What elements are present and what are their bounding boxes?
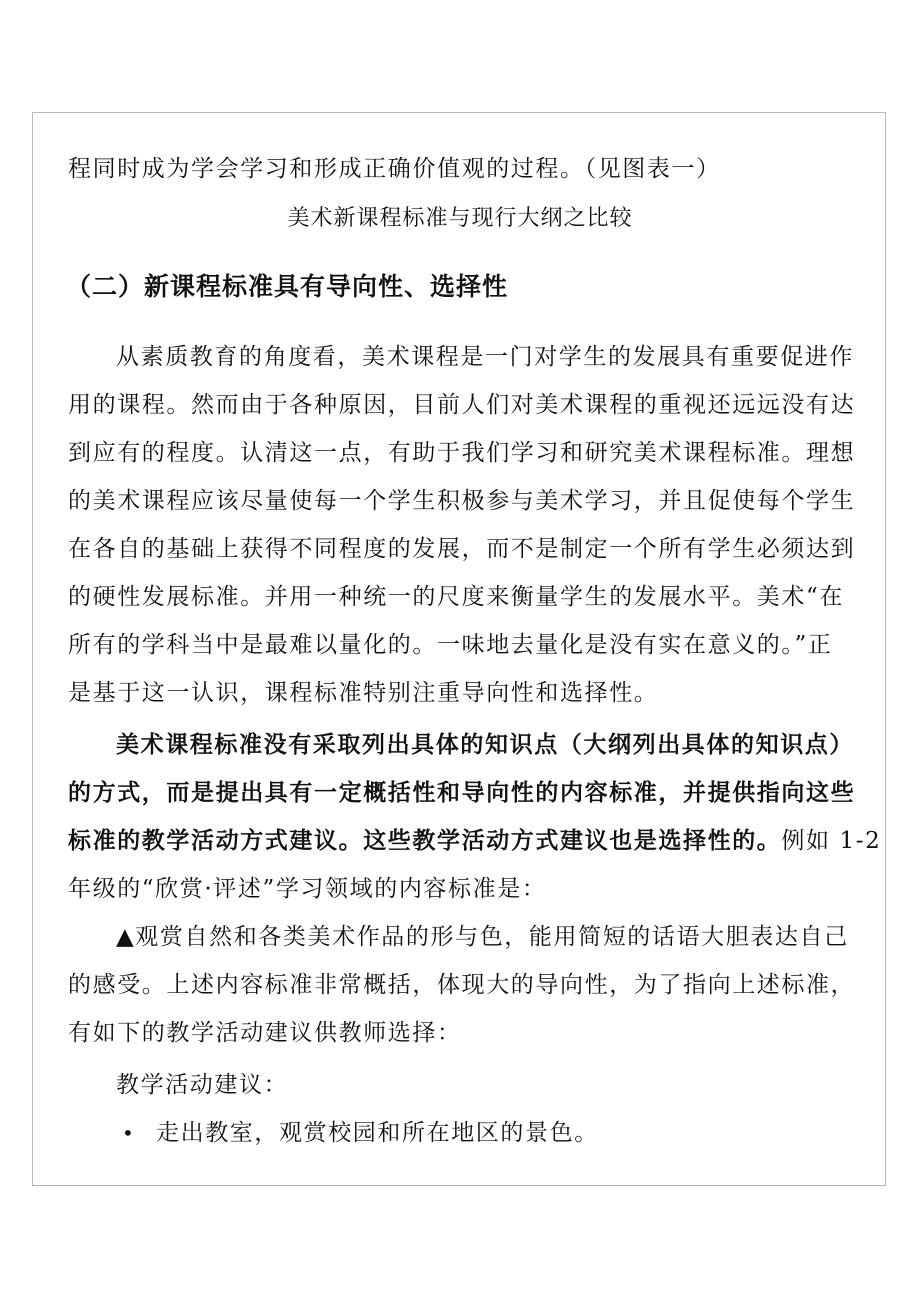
emphasis-line: 美术课程标准没有采取列出具体的知识点（大纲列出具体的知识点） bbox=[116, 731, 854, 758]
mixed-line bbox=[68, 825, 882, 857]
paragraph-line: 从素质教育的角度看，美术课程是一门对学生的发展具有重要促进作 bbox=[116, 344, 854, 370]
paragraph-line: 到应有的程度。认清这一点，有助于我们学习和研究美术课程标准。理想 bbox=[68, 440, 856, 466]
bullet-dot-icon: • bbox=[122, 1121, 134, 1145]
example-text: 例如 1-2 bbox=[781, 828, 882, 854]
list-item: 走出教室，观赏校园和所在地区的景色。 bbox=[156, 1120, 599, 1146]
paragraph-line: 的美术课程应该尽量使每一个学生积极参与美术学习，并且促使每个学生 bbox=[68, 488, 856, 514]
paragraph-line: 年级的“欣赏·评述”学习领域的内容标准是： bbox=[68, 876, 547, 902]
section-heading: （二）新课程标准具有导向性、选择性 bbox=[66, 272, 509, 301]
emphasis-line: 的方式，而是提出具有一定概括性和导向性的内容标准，并提供指向这些 bbox=[68, 779, 856, 806]
intro-line: 程同时成为学会学习和形成正确价值观的过程。（见图表一） bbox=[68, 156, 721, 182]
activities-label: 教学活动建议： bbox=[116, 1072, 289, 1098]
emphasis-text: 标准的教学活动方式建议。这些教学活动方式建议也是选择性的。 bbox=[68, 827, 782, 854]
triangle-marker-icon: ▲ bbox=[116, 924, 136, 950]
table-caption: 美术新课程标准与现行大纲之比较 bbox=[287, 206, 633, 231]
paragraph-line: 所有的学科当中是最难以量化的。一味地去量化是没有实在意义的。”正 bbox=[68, 632, 833, 658]
paragraph-line: 在各自的基础上获得不同程度的发展，而不是制定一个所有学生必须达到 bbox=[68, 536, 856, 562]
paragraph-line: 的硬性发展标准。并用一种统一的尺度来衡量学生的发展水平。美术“在 bbox=[68, 584, 844, 610]
paragraph-line: 有如下的教学活动建议供教师选择： bbox=[68, 1020, 462, 1046]
standard-line bbox=[116, 921, 854, 953]
paragraph-line: 的感受。上述内容标准非常概括，体现大的导向性，为了指向上述标准， bbox=[68, 972, 856, 998]
standard-text: 观赏自然和各类美术作品的形与色，能用简短的话语大胆表达自己 bbox=[135, 924, 849, 950]
paragraph-line: 用的课程。然而由于各种原因，目前人们对美术课程的重视还远远没有达 bbox=[68, 392, 856, 418]
paragraph-line: 是基于这一认识，课程标准特别注重导向性和选择性。 bbox=[68, 680, 659, 706]
